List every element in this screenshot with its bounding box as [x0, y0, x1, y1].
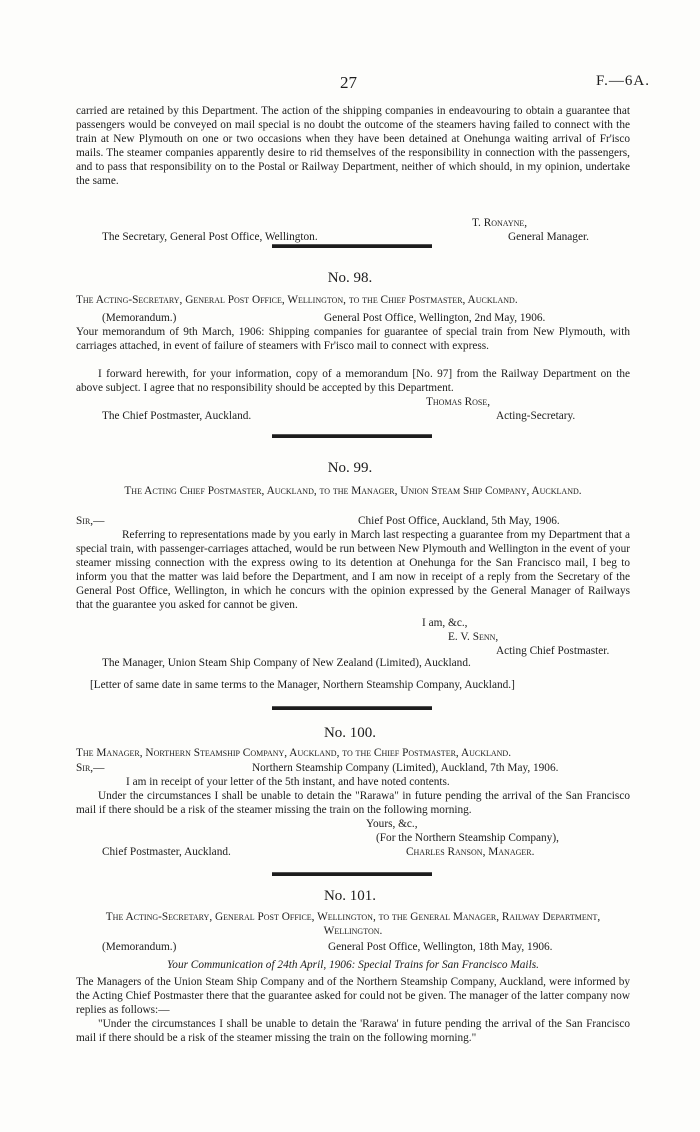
no98-signer-name: Thomas Rose,	[426, 396, 491, 408]
no99-addressee-line	[76, 656, 630, 670]
no99-signer-name: E. V. Senn,	[448, 631, 499, 643]
no100-signature	[76, 817, 630, 859]
no100-dateline: Northern Steamship Company (Limited), Auckland, 7th May, 1906.	[252, 762, 559, 774]
intro-signer-title: General Manager.	[508, 231, 589, 243]
no98-heading: The Acting-Secretary, General Post Office, Wellington, to the Chief Postmaster, Auckland.	[76, 294, 518, 306]
no100-for-line: (For the Northern Steamship Company),	[376, 832, 559, 844]
no100-closing: Yours, &c.,	[366, 818, 418, 830]
no101-memo-line	[76, 940, 630, 954]
no101-dateline: General Post Office, Wellington, 18th May, 1906.	[328, 941, 553, 953]
no100-signer: Charles Ranson, Manager.	[406, 846, 535, 858]
no98-para1: Your memorandum of 9th March, 1906: Shipping companies for guarantee of special train from New Plymouth, with carriages attached, in event of failure of steamers with Fr'isco mail to connect with express.	[76, 326, 630, 352]
no100-para1: I am in receipt of your letter of the 5th instant, and have noted contents.	[126, 776, 450, 788]
no99-dateline: Chief Post Office, Auckland, 5th May, 1906.	[358, 515, 560, 527]
no100-salutation: Sir,—	[76, 762, 105, 774]
no99-note: [Letter of same date in same terms to the Manager, Northern Steamship Company, Auckland.]	[90, 679, 515, 691]
no100-salutation-line	[76, 761, 630, 789]
no99-addressee: The Manager, Union Steam Ship Company of New Zealand (Limited), Auckland.	[102, 657, 471, 669]
no98-para2: I forward herewith, for your information, copy of a memorandum [No. 97] from the Railway Department on the above subject. I agree that no responsibility should be accepted by this Department.	[76, 368, 630, 394]
no98-signature	[76, 395, 630, 423]
no98-signer-title: Acting-Secretary.	[496, 410, 576, 422]
page-number: 27	[340, 73, 357, 92]
section-number-98: No. 98.	[327, 270, 373, 286]
no98-addressee: The Chief Postmaster, Auckland.	[102, 410, 252, 422]
section-divider	[272, 244, 432, 248]
no99-heading: The Acting Chief Postmaster, Auckland, to the Manager, Union Steam Ship Company, Auckland.	[124, 485, 582, 497]
no99-salutation: Sir,—	[76, 515, 105, 527]
no101-memo: (Memorandum.)	[102, 941, 177, 953]
no99-signer-title: Acting Chief Postmaster.	[496, 645, 610, 657]
no99-note-line	[76, 678, 630, 692]
no99-paragraph: Referring to representations made by you early in March last respecting a guarantee from my Department that a special train, with passenger-carriages attached, would be run between New Plymouth and Wellington in the event of your steamer missing connection with the express owing to its detention at Onehunga for the San Francisco mail, I beg to inform you that the matter was laid before the Department, and I am now in receipt of a reply from the Secretary of the General Post Office, Wellington, in which he concurs with the opinion expressed by the General Manager of Railways that the guarantee you asked for cannot be given.	[76, 529, 630, 611]
no98-memo: (Memorandum.)	[102, 312, 177, 324]
intro-signature	[76, 216, 630, 244]
intro-addressee: The Secretary, General Post Office, Wellington.	[102, 231, 318, 243]
intro-signer-name: T. Ronayne,	[472, 217, 528, 229]
no98-dateline: General Post Office, Wellington, 2nd May, 1906.	[324, 312, 546, 324]
no101-heading: The Acting-Secretary, General Post Office, Wellington, to the General Manager, Railway Department, Wellington.	[105, 911, 601, 937]
section-divider	[272, 872, 432, 876]
section-number-100: No. 100.	[323, 725, 377, 741]
document-code: F.—6A.	[596, 73, 650, 89]
no99-signature	[76, 616, 630, 658]
section-number-99: No. 99.	[327, 460, 373, 476]
intro-paragraph: carried are retained by this Department. The action of the shipping companies in endeavouring to obtain a guarantee that passengers would be conveyed on mail special is no doubt the outcome of the steamers having failed to connect with the train at New Plymouth on one or two occasions when they have been detained at Onehunga waiting arrival of Fr'isco mails. The steamer companies apparently desire to rid themselves of the responsibility in connection with the passengers, and to pass that responsibility on to the Postal or Railway Department, neither of which should, in my opinion, undertake the same.	[76, 105, 630, 187]
section-divider	[272, 434, 432, 438]
section-divider	[272, 706, 432, 710]
no101-subject: Your Communication of 24th April, 1906: Special Trains for San Francisco Mails.	[167, 959, 539, 971]
no99-salutation-line	[76, 514, 630, 528]
no101-para2: "Under the circumstances I shall be unable to detain the 'Rarawa' in future pending the arrival of the San Francisco mail if there should be a risk of the steamer missing the train on the following morning."	[76, 1018, 630, 1044]
no100-para2: Under the circumstances I shall be unable to detain the "Rarawa" in future pending the arrival of the San Francisco mail if there should be a risk of the steamer missing the train on the following morning.	[76, 790, 630, 816]
no99-closing: I am, &c.,	[422, 617, 468, 629]
no101-para1: The Managers of the Union Steam Ship Company and of the Northern Steamship Company, Auckland, were informed by the Acting Chief Postmaster there that the guarantee asked for could not be given. The manager of the latter company now replies as follows:—	[76, 976, 630, 1016]
no100-heading: The Manager, Northern Steamship Company, Auckland, to the Chief Postmaster, Auckland.	[76, 747, 512, 759]
no100-addressee: Chief Postmaster, Auckland.	[102, 846, 231, 858]
section-number-101: No. 101.	[323, 888, 377, 904]
no98-memo-line	[76, 311, 630, 325]
